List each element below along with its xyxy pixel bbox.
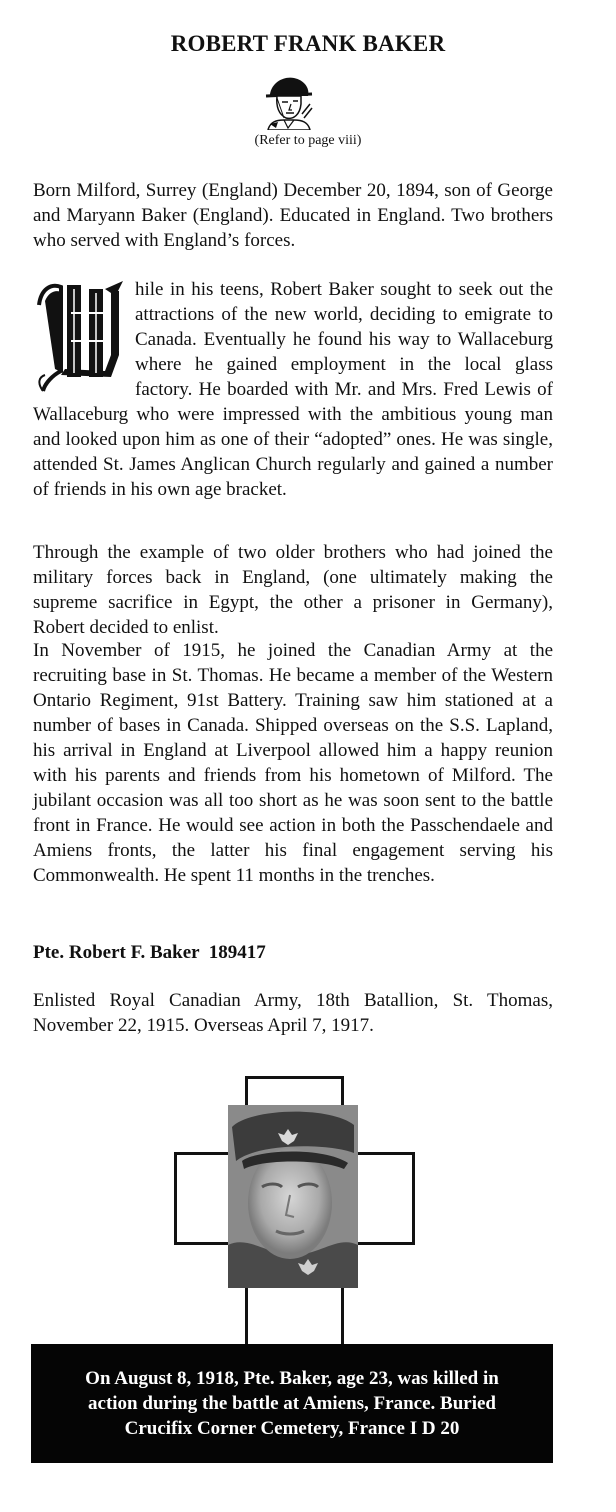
teens-paragraph bbox=[33, 277, 553, 502]
soldier-sketch-icon bbox=[264, 74, 314, 130]
brothers-paragraph: Through the example of two older brothers who had joined the military forces back in England, (one ultimately making the supreme sacrifice in Egypt, the other a prisoner in Germany), Robert decided to enlist. bbox=[33, 542, 553, 638]
birth-paragraph: Born Milford, Surrey (England) December 20, 1894, son of George and Maryann Baker (England). Educated in England. Two brothers who served with England’s forces. bbox=[33, 180, 553, 251]
refer-note: (Refer to page viii) bbox=[254, 133, 362, 148]
service-name-line: Pte. Robert F. Baker 189417 bbox=[33, 942, 266, 963]
cross-right-arm bbox=[354, 1152, 415, 1245]
cross-bottom-arm bbox=[245, 1280, 344, 1346]
memorial-banner-text: On August 8, 1918, Pte. Baker, age 23, was killed in action during the battle at Amiens, France. Buried Crucifix Corner Cemetery, France I D 20 bbox=[85, 1368, 499, 1439]
gothic-w-dropcap-icon bbox=[31, 279, 127, 397]
teens-paragraph-text: hile in his teens, Robert Baker sought to seek out the attractions of the new world, deciding to emigrate to Canada. Eventually he found his way to Wallaceburg where he gained employment in the local glass factory. He boarded with Mr. and Mrs. Fred Lewis of Wallaceburg who were impressed with the ambitious young man and looked upon him as one of their “adopted” ones. He was single, attended St. James Anglican Church regularly and gained a number of friends in his own age bracket. bbox=[33, 279, 553, 500]
service-paragraph: In November of 1915, he joined the Canadian Army at the recruiting base in St. Thomas. He became a member of the Western Ontario Regiment, 91st Battery. Training saw him stationed at a number of bases in Canada. Shipped overseas on the S.S. Lapland, his arrival in England at Liverpool allowed him a happy reunion with his parents and friends from his hometown of Milford. The jubilant occasion was all too short as he was soon sent to the battle front in France. He would see action in both the Passchendaele and Amiens fronts, the latter his final engagement serving his Commonwealth. He spent 11 months in the trenches. bbox=[33, 640, 553, 886]
page-title: ROBERT FRANK BAKER bbox=[170, 31, 446, 56]
enlisted-paragraph: Enlisted Royal Canadian Army, 18th Batallion, St. Thomas, November 22, 1915. Overseas April 7, 1917. bbox=[33, 990, 553, 1036]
memorial-banner bbox=[31, 1344, 553, 1463]
portrait-photo bbox=[228, 1105, 358, 1288]
